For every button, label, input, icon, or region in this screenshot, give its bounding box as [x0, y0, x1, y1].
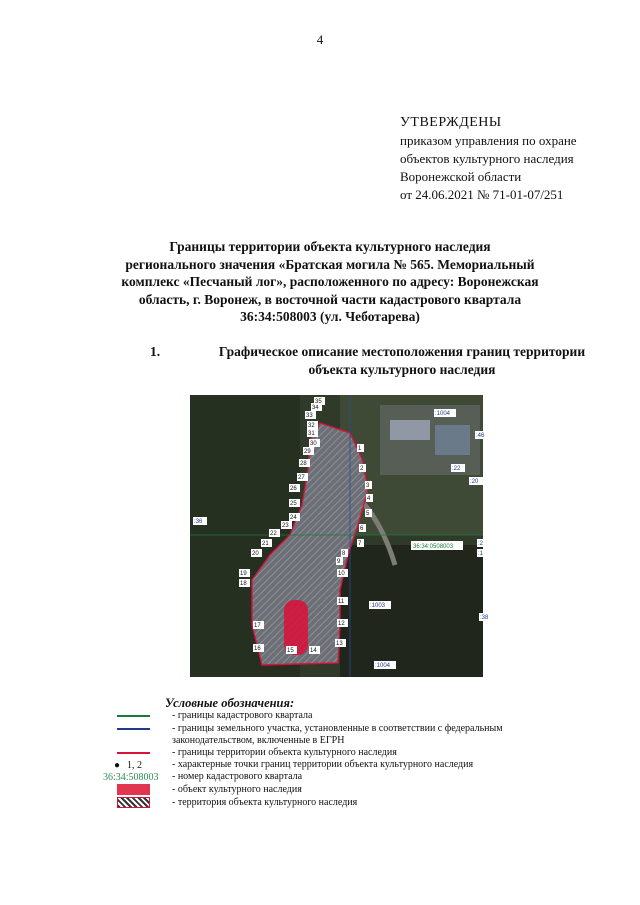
- legend-label: - границы территории объекта культурного наследия: [172, 747, 397, 758]
- title-line: область, г. Воронеж, в восточной части кадастрового квартала: [138, 291, 522, 307]
- points-symbol: 1, 2: [127, 760, 142, 771]
- boundary-point-label: 7: [358, 541, 362, 547]
- title-line: регионального значения «Братская могила № 565. Мемориальный: [125, 256, 535, 272]
- legend-label: - номер кадастрового квартала: [172, 771, 303, 782]
- title-line: комплекс «Песчаный лог», расположенного по адресу: Воронежская: [121, 274, 539, 289]
- approval-line: Воронежской области: [400, 169, 522, 184]
- boundary-point-label: 15: [287, 648, 294, 654]
- boundary-point-label: 6: [360, 526, 364, 532]
- legend-item-object: [0, 784, 640, 798]
- quarter-number-text: 36:34:0508003: [413, 544, 454, 550]
- legend-title: Условные обозначения:: [165, 696, 295, 710]
- boundary-point-label: 26: [290, 486, 297, 492]
- boundary-point-label: 9: [337, 559, 341, 565]
- title-line: 36:34:508003 (ул. Чеботарева): [240, 309, 420, 324]
- boundary-point-label: 20: [252, 551, 259, 557]
- approval-date: от 24.06.2021 № 71-01-07/251: [400, 187, 564, 202]
- boundary-point-label: 17: [254, 623, 261, 629]
- title-line: Границы территории объекта культурного наследия: [169, 239, 491, 254]
- boundary-point-label: 21: [262, 541, 269, 547]
- approval-heading: УТВЕРЖДЕНЫ: [400, 115, 502, 130]
- approval-line: объектов культурного наследия: [400, 151, 574, 166]
- boundary-point-label: 22: [270, 531, 277, 537]
- boundary-point-label: 25: [290, 501, 297, 507]
- quarter-number-symbol: 36:34:508003: [103, 772, 159, 783]
- parcel-label: :2: [478, 541, 484, 547]
- boundary-point-label: 33: [306, 413, 313, 419]
- legend-item-quarter-border: [0, 710, 640, 724]
- approval-line: приказом управления по охране: [400, 133, 577, 148]
- legend-label: законодательством, включенные в ЕГРН: [172, 735, 345, 746]
- parcel-label: :1003: [370, 603, 386, 609]
- dot-icon: ●: [114, 760, 121, 771]
- boundary-point-label: 23: [282, 523, 289, 529]
- map-svg: [190, 395, 489, 677]
- boundary-point-label: 29: [304, 449, 311, 455]
- section-line: Графическое описание местоположения границ территории: [218, 344, 586, 359]
- approval-block: [400, 114, 577, 204]
- legend-label: - границы земельного участка, установленные в соответствии с федеральным: [172, 723, 503, 734]
- boundary-point-label: 12: [338, 621, 345, 627]
- boundary-point-label: 34: [312, 405, 319, 411]
- section-line: объекта культурного наследия: [308, 362, 496, 377]
- boundary-point-label: 18: [240, 581, 247, 587]
- boundary-point-label: 14: [310, 648, 317, 654]
- boundary-point-label: 28: [300, 461, 307, 467]
- parcel-label: :38: [480, 615, 489, 621]
- green-line-icon: [117, 715, 150, 717]
- boundary-point-label: 35: [315, 399, 322, 405]
- quarter-number-label: [411, 541, 463, 550]
- boundary-point-label: 11: [338, 599, 345, 605]
- blue-line-icon: [117, 728, 150, 730]
- territory-hatch-icon: [117, 797, 150, 808]
- boundary-point-label: 2: [360, 466, 364, 472]
- boundary-point-label: 16: [254, 646, 261, 652]
- parcel-label: :20: [470, 479, 479, 485]
- boundary-point-label: 1: [358, 446, 362, 452]
- document-title: [110, 238, 550, 326]
- red-line-icon: [117, 752, 150, 754]
- boundary-point-label: 10: [338, 571, 345, 577]
- section-number: 1.: [150, 344, 161, 359]
- boundary-point-label: 30: [310, 441, 317, 447]
- boundary-point-label: 4: [367, 496, 371, 502]
- parcel-label: :1004: [375, 663, 391, 669]
- boundary-point-label: 24: [290, 515, 297, 521]
- parcel-label: :46: [476, 433, 485, 439]
- parcel-label: :22: [452, 466, 461, 472]
- legend-label: - характерные точки границ территории объекта культурного наследия: [172, 759, 474, 770]
- legend-label: - территория объекта культурного наследия: [172, 797, 358, 808]
- boundary-point-label: 3: [366, 483, 370, 489]
- boundary-point-label: 19: [240, 571, 247, 577]
- legend-item-quarter-number: [0, 771, 640, 785]
- parcel-label: :1004: [435, 411, 451, 417]
- page-number: 4: [316, 32, 324, 47]
- object-fill-icon: [117, 784, 150, 795]
- boundary-point-label: 32: [308, 423, 315, 429]
- boundary-point-label: 13: [336, 641, 343, 647]
- boundary-point-label: 8: [342, 551, 346, 557]
- boundary-point-label: 5: [366, 511, 370, 517]
- boundary-point-label: 31: [308, 431, 315, 437]
- legend-item-territory: [0, 797, 640, 811]
- legend-label: - объект культурного наследия: [172, 784, 302, 795]
- legend-label: - границы кадастрового квартала: [172, 710, 313, 721]
- parcel-label: :1: [478, 551, 484, 557]
- site-map: [190, 395, 489, 677]
- boundary-point-label: 27: [298, 475, 305, 481]
- parcel-label: :36: [194, 519, 203, 525]
